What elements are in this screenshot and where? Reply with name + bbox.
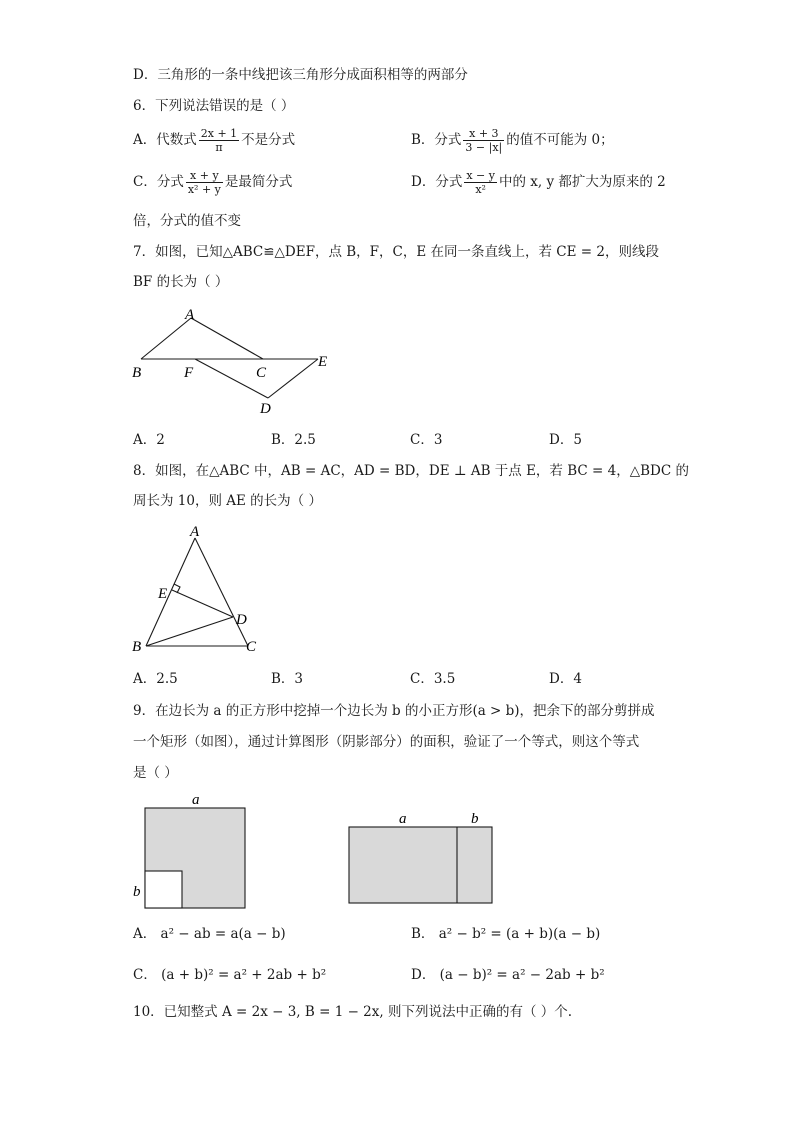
q6-option-c: C．分式 $\frac{x + y}{\text{x² + y}}$ 是最简分式 — [133, 169, 293, 196]
q8-option-c: C．3.5 — [410, 671, 456, 687]
q7-option-b: B．2.5 — [271, 432, 316, 448]
q5-option-d: D．三角形的一条中线把该三角形分成面积相等的两部分 — [133, 67, 468, 83]
q6-stem: 6．下列说法错误的是（ ） — [133, 98, 295, 114]
q8-label-d: D — [236, 612, 247, 628]
q7-seg-DE — [268, 359, 318, 398]
q6-option-b: B．分式 $\frac{x + 3}{3 - |x|}$ 的值不可能为 0； — [411, 127, 614, 154]
q8-stem-line2: 周长为 10，则 AE 的长为（ ） — [133, 493, 322, 509]
q7-seg-BA — [141, 318, 191, 359]
q7-option-d: D．5 — [549, 432, 582, 448]
q7-option-c: C．3 — [410, 432, 443, 448]
q8-seg-ED — [172, 590, 233, 617]
q7-option-a: A．2 — [133, 432, 165, 448]
q9-stem-line1: 9．在边长为 a 的正方形中挖掉一个边长为 b 的小正方形(a > b)，把余下的部分剪拼成 — [133, 703, 655, 719]
q9-stem-line2: 一个矩形（如图），通过计算图形（阴影部分）的面积，验证了一个等式，则这个等式 — [133, 734, 640, 750]
q8-label-e: E — [158, 586, 168, 602]
q9-option-d: D． (a − b)² = a² − 2ab + b² — [411, 967, 605, 983]
q9-option-b: B． a² − b² = (a + b)(a − b) — [411, 926, 601, 942]
q9-label-a-square: a — [192, 792, 200, 808]
q8-stem-line1: 8．如图，在△ABC 中，AB = AC，AD = BD，DE ⊥ AB 于点 E，若 BC = 4，△BDC 的 — [133, 463, 689, 479]
q7-label-c: C — [256, 365, 267, 381]
q8-seg-AB — [146, 538, 195, 646]
q8-seg-BD — [146, 617, 233, 646]
q8-option-d: D．4 — [549, 671, 582, 687]
q9-rectangle — [349, 827, 492, 903]
q9-label-a-rect: a — [399, 811, 407, 827]
q7-label-f: F — [184, 365, 194, 381]
q7-label-b: B — [132, 365, 142, 381]
q6-option-a: A．代数式 $\frac{2x + 1}{\pi}$ 不是分式 — [133, 127, 296, 154]
q7-stem-line1: 7．如图，已知△ABC≌△DEF，点 B，F，C，E 在同一条直线上，若 CE = 2，则线段 — [133, 244, 659, 260]
q9-label-b-rect: b — [471, 811, 479, 827]
q7-figure — [128, 303, 348, 418]
q8-option-a: A．2.5 — [133, 671, 178, 687]
q9-label-b-square: b — [133, 884, 141, 900]
q6-option-d: D．分式 $\frac{x - y}{\text{x²}}$ 中的 x, y 都扩大为原来的 2 — [411, 169, 666, 196]
q7-label-a: A — [185, 307, 195, 323]
q7-stem-line2: BF 的长为（ ） — [133, 274, 229, 290]
q8-label-c: C — [246, 639, 257, 655]
q8-label-b: B — [132, 639, 142, 655]
q7-seg-AC — [191, 318, 263, 359]
q8-figure — [128, 520, 273, 660]
q9-figure — [128, 790, 508, 915]
q7-label-e: E — [318, 354, 328, 370]
q8-option-b: B．3 — [271, 671, 304, 687]
q9-small-square — [145, 871, 182, 908]
q8-seg-AC — [195, 538, 248, 646]
q9-option-c: C． (a + b)² = a² + 2ab + b² — [133, 967, 327, 983]
q8-label-a: A — [190, 524, 200, 540]
q10-stem: 10．已知整式 A = 2x − 3, B = 1 − 2x, 则下列说法中正确的有（ ）个. — [133, 1004, 573, 1020]
q6-option-d-continued: 倍，分式的值不变 — [133, 213, 241, 229]
q9-option-a: A． a² − ab = a(a − b) — [133, 926, 286, 942]
q7-label-d: D — [260, 401, 271, 417]
q9-stem-line3: 是（ ） — [133, 765, 178, 781]
